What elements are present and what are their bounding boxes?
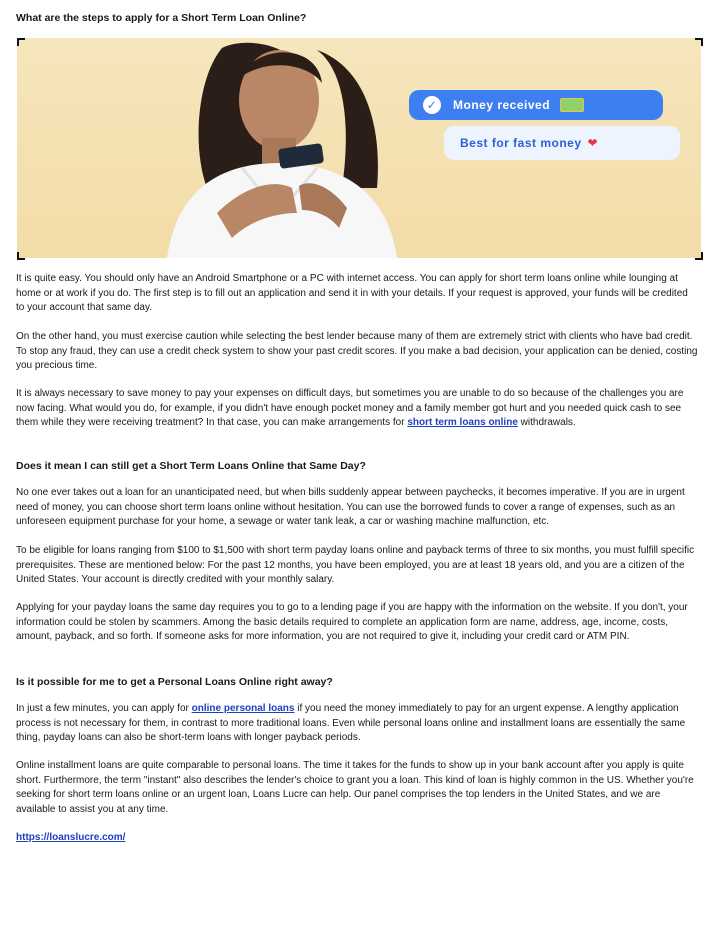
paragraph-7-text-start: In just a few minutes, you can apply for [16,703,192,714]
corner-mark-bottom-left [17,252,25,260]
paragraph-4: No one ever takes out a loan for an unanticipated need, but when bills suddenly appear between paychecks, it becomes imperative. If you are in urgent need of money, you can choose short term loans online without hesitation. You can use the borrowed funds to cover a range of expenses, such as an unforeseen equipment purchase for your home, a sewage or water tank leak, a car or washing machine malfunction, etc. [16,487,685,528]
paragraph-3-text-end: withdrawals. [517,417,576,429]
banknote-icon [560,98,584,112]
paragraph-2: On the other hand, you must exercise caution while selecting the best lender because many of them are extremely strict with clients who have bad credit. To stop any fraud, they can use a credit check system to show your past credit scores. If you make a bad decision, your application can be denied, costing you precious time. [16,331,698,372]
corner-mark-bottom-right [695,252,703,260]
corner-mark-top-left [17,38,25,46]
paragraph-3-text-start: It is always necessary to save money to pay your expenses on difficult days, but sometimes you are unable to do so because of the challenges you are now facing. What would you do, for example, if you didn't have enough pocket money and a family member got hurt and you needed quick cash to see them while they were receiving treatment? In that case, you can make arrangements for [16,388,684,429]
paragraph-1: It is quite easy. You should only have an Android Smartphone or a PC with internet access. You can apply for short term loans online while lounging at home or at work if you do. The first step is to fill out an application and send it in with your details. If your request is approved, your funds will be credited to your account that same day. [16,273,688,314]
paragraph-6: Applying for your payday loans the same day requires you to go to a lending page if you are happy with the information on the website. If you don't, your information could be stolen by scammers. Among the basic details required to complete an application form are name, address, age, income, costs, amount, payback, and so forth. If someone asks for more information, you are not required to give it, including your credit card or ATM PIN. [16,602,688,643]
checkmark-icon: ✓ [423,96,441,114]
money-received-bubble [409,90,663,120]
paragraph-3 [16,387,698,431]
online-personal-loans-link[interactable]: online personal loans [191,703,295,714]
money-received-label: Money received [453,98,551,112]
best-for-fast-money-label: Best for fast money [460,136,582,150]
page-title: What are the steps to apply for a Short Term Loan Online? [16,12,307,24]
website-link[interactable]: https://loanslucre.com/ [16,832,126,843]
paragraph-5: To be eligible for loans ranging from $100 to $1,500 with short term payday loans online and payback terms of three to six months, you must fulfill specific prerequisites. These are mentioned below: For the past 12 months, you have been employed, you are at least 18 years old, and you are a citizen of the United States. Your account is directly credited with your monthly salary. [16,545,695,586]
section-heading-personal-loans: Is it possible for me to get a Personal Loans Online right away? [16,676,333,688]
short-term-loans-online-link[interactable]: short term loans online [407,417,518,429]
footer [16,831,698,846]
section-heading-same-day: Does it mean I can still get a Short Term Loans Online that Same Day? [16,460,366,472]
best-for-fast-money-bubble [444,126,680,160]
paragraph-8: Online installment loans are quite comparable to personal loans. The time it takes for the funds to show up in your bank account after you apply is quite short. Furthermore, the term "instant" also describes the lender's choice to grant you a loan. This kind of loan is highly common in the US. Whether you're seeking for short term loans online or an urgent loan, Loans Lucre can help. Our panel comprises the top lenders in the United States, and we are available to assist you at any time. [16,760,694,815]
paragraph-7-text-end: if you need the money immediately to pay for an urgent expense. A lengthy application process is not necessary for them, in contrast to more traditional loans. Even while personal loans online and installment loans are essentially the same thing, payday loans can also be short-term loans with longer payback periods. [16,703,686,744]
heart-icon: ❤ [587,136,599,150]
corner-mark-top-right [695,38,703,46]
paragraph-7 [16,702,698,746]
